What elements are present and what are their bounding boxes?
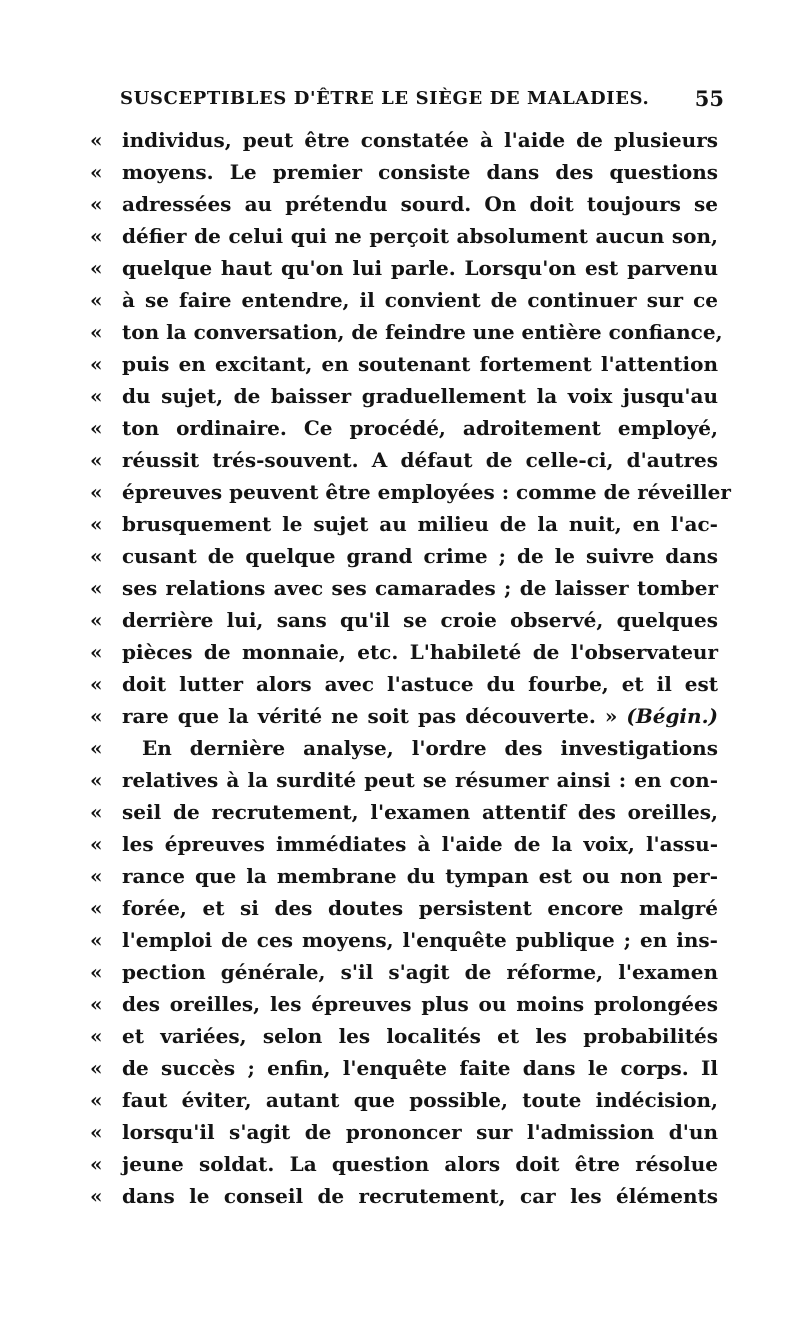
quotation-mark: « xyxy=(90,1120,103,1144)
line-text: pièces de monnaie, etc. L'habileté de l'observateur xyxy=(122,640,718,664)
quotation-mark: « xyxy=(90,1056,103,1080)
line-text: brusquement le sujet au milieu de la nuit, en l'ac- xyxy=(122,512,718,536)
text-line xyxy=(90,1020,718,1052)
line-text: cusant de quelque grand crime ; de le suivre dans xyxy=(122,544,718,568)
line-text: faut éviter, autant que possible, toute indécision, xyxy=(122,1088,718,1112)
text-line xyxy=(90,572,718,604)
text-line xyxy=(90,796,718,828)
text-line xyxy=(90,220,718,252)
quotation-mark: « xyxy=(90,352,103,376)
text-line xyxy=(90,476,731,508)
line-text: rance que la membrane du tympan est ou non per- xyxy=(122,864,718,888)
text-line xyxy=(90,924,718,956)
text-line xyxy=(90,412,718,444)
quotation-mark: « xyxy=(90,736,103,760)
text-line xyxy=(90,1116,718,1148)
text-line xyxy=(90,732,718,764)
quotation-mark: « xyxy=(90,608,103,632)
text-line xyxy=(90,252,718,284)
text-line xyxy=(90,444,718,476)
quotation-mark: « xyxy=(90,224,103,248)
text-line xyxy=(90,956,718,988)
text-line xyxy=(90,892,718,924)
running-head-title: SUSCEPTIBLES D'ÊTRE LE SIÈGE DE MALADIES. xyxy=(120,88,650,109)
text-line xyxy=(90,1084,718,1116)
quotation-mark: « xyxy=(90,832,103,856)
quotation-mark: « xyxy=(90,864,103,888)
quotation-mark: « xyxy=(90,992,103,1016)
line-text: réussit trés-souvent. A défaut de celle-ci, d'autres xyxy=(122,448,718,472)
text-line xyxy=(90,124,718,156)
line-text: quelque haut qu'on lui parle. Lorsqu'on est parvenu xyxy=(122,256,718,280)
line-text: du sujet, de baisser graduellement la voix jusqu'au xyxy=(122,384,718,408)
quotation-mark: « xyxy=(90,640,103,664)
line-text: individus, peut être constatée à l'aide de plusieurs xyxy=(122,128,718,152)
text-line xyxy=(90,700,718,732)
quotation-mark: « xyxy=(90,128,103,152)
text-line xyxy=(90,1148,718,1180)
line-text: adressées au prétendu sourd. On doit toujours se xyxy=(122,192,718,216)
quotation-mark: « xyxy=(90,960,103,984)
text-line xyxy=(90,540,718,572)
quotation-mark: « xyxy=(90,512,103,536)
line-text: défier de celui qui ne perçoit absolument aucun son, xyxy=(122,224,718,248)
line-text: ton la conversation, de feindre une entière confiance, xyxy=(122,320,723,344)
line-text: En dernière analyse, l'ordre des investigations xyxy=(142,736,718,760)
text-line xyxy=(90,764,718,796)
line-text: jeune soldat. La question alors doit être résolue xyxy=(122,1152,718,1176)
line-text: l'emploi de ces moyens, l'enquête publique ; en ins- xyxy=(122,928,718,952)
quotation-mark: « xyxy=(90,160,103,184)
text-line xyxy=(90,988,718,1020)
line-text: pection générale, s'il s'agit de réforme, l'examen xyxy=(122,960,718,984)
text-line xyxy=(90,508,718,540)
quotation-mark: « xyxy=(90,256,103,280)
text-line xyxy=(90,156,718,188)
line-text: relatives à la surdité peut se résumer ainsi : en con- xyxy=(122,768,718,792)
quotation-mark: « xyxy=(90,480,103,504)
quotation-mark: « xyxy=(90,544,103,568)
quotation-mark: « xyxy=(90,192,103,216)
page-number: 55 xyxy=(694,86,724,111)
line-text: et variées, selon les localités et les probabilités xyxy=(122,1024,718,1048)
line-text: ses relations avec ses camarades ; de laisser tomber xyxy=(122,576,718,600)
line-text: des oreilles, les épreuves plus ou moins prolongées xyxy=(122,992,718,1016)
line-text: derrière lui, sans qu'il se croie observé, quelques xyxy=(122,608,718,632)
text-line xyxy=(90,828,718,860)
quotation-mark: « xyxy=(90,384,103,408)
line-text: ton ordinaire. Ce procédé, adroitement employé, xyxy=(122,416,718,440)
quotation-mark: « xyxy=(90,672,103,696)
line-text: épreuves peuvent être employées : comme de réveiller xyxy=(122,480,731,504)
quotation-mark: « xyxy=(90,1024,103,1048)
text-line xyxy=(90,604,718,636)
quotation-mark: « xyxy=(90,320,103,344)
text-line xyxy=(90,188,718,220)
quotation-mark: « xyxy=(90,576,103,600)
line-text: puis en excitant, en soutenant fortement l'attention xyxy=(122,352,718,376)
line-text: seil de recrutement, l'examen attentif des oreilles, xyxy=(122,800,718,824)
quotation-mark: « xyxy=(90,768,103,792)
quotation-mark: « xyxy=(90,416,103,440)
line-text: les épreuves immédiates à l'aide de la voix, l'assu- xyxy=(122,832,718,856)
line-text: lorsqu'il s'agit de prononcer sur l'admission d'un xyxy=(122,1120,718,1144)
text-line xyxy=(90,316,723,348)
line-text: moyens. Le premier consiste dans des questions xyxy=(122,160,718,184)
quotation-mark: « xyxy=(90,1184,103,1208)
line-text: doit lutter alors avec l'astuce du fourbe, et il est xyxy=(122,672,718,696)
line-text: forée, et si des doutes persistent encore malgré xyxy=(122,896,718,920)
quotation-mark: « xyxy=(90,448,103,472)
text-line xyxy=(90,860,718,892)
text-line xyxy=(90,668,718,700)
quotation-mark: « xyxy=(90,1152,103,1176)
text-line xyxy=(90,284,718,316)
text-line xyxy=(90,1180,718,1212)
line-text: dans le conseil de recrutement, car les éléments xyxy=(122,1184,718,1208)
text-line xyxy=(90,380,718,412)
text-line xyxy=(90,348,718,380)
line-text: rare que la vérité ne soit pas découverte. » (Bégin.) xyxy=(122,704,718,728)
body-text xyxy=(90,124,731,1212)
text-line xyxy=(90,636,718,668)
quotation-mark: « xyxy=(90,704,103,728)
running-head xyxy=(120,86,724,120)
line-text: de succès ; enfin, l'enquête faite dans le corps. Il xyxy=(122,1056,718,1080)
quotation-mark: « xyxy=(90,288,103,312)
line-text: à se faire entendre, il convient de continuer sur ce xyxy=(122,288,718,312)
quotation-mark: « xyxy=(90,896,103,920)
text-line xyxy=(90,1052,718,1084)
quotation-mark: « xyxy=(90,800,103,824)
quotation-mark: « xyxy=(90,928,103,952)
quotation-mark: « xyxy=(90,1088,103,1112)
